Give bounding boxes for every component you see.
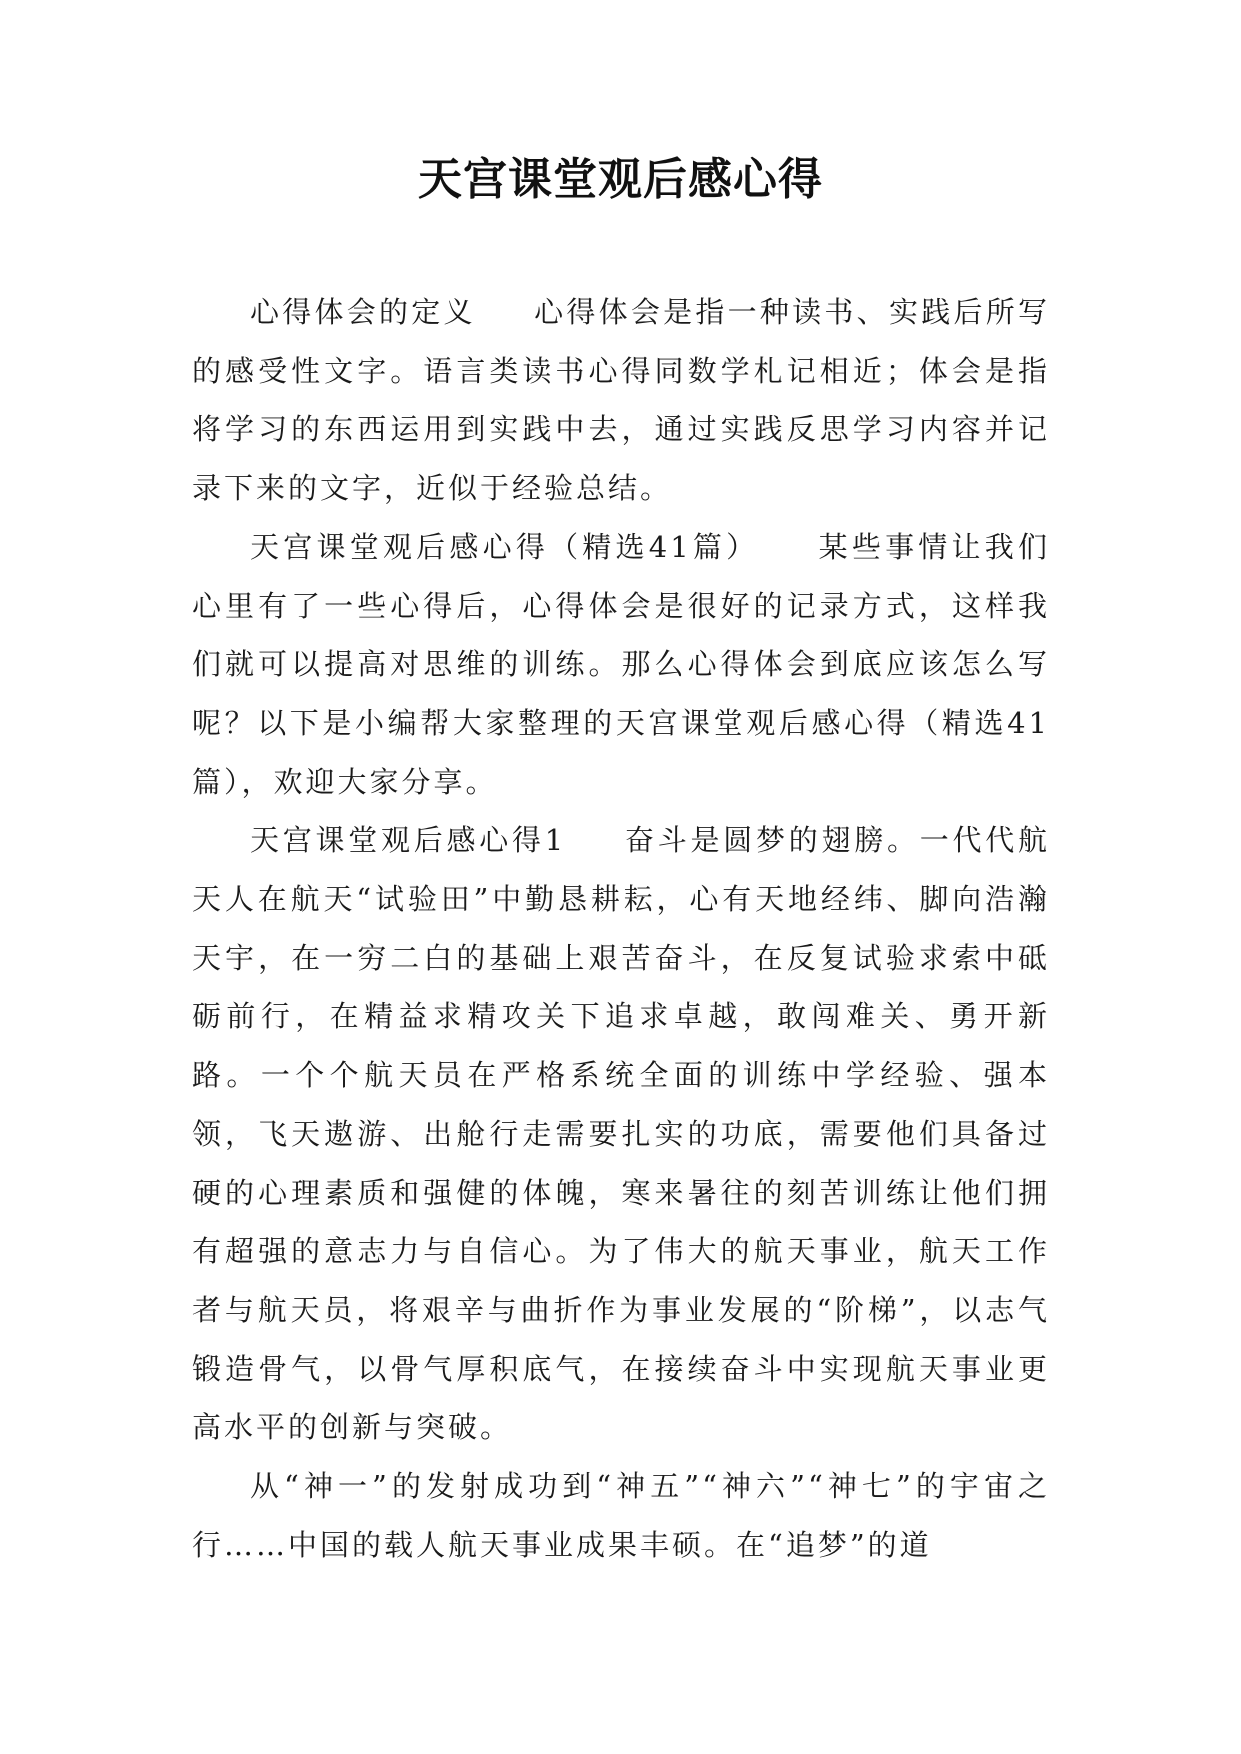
- paragraph-essay-1-continued: [192, 1457, 1050, 1574]
- paragraph-essay-1: [192, 811, 1050, 1457]
- paragraph-lead: 心得体会的定义: [250, 295, 476, 329]
- paragraph-lead: 天宫课堂观后感心得（精选41篇）: [250, 529, 760, 564]
- document-body: [192, 283, 1050, 1574]
- paragraph-definition: [192, 283, 1050, 518]
- paragraph-text: 奋斗是圆梦的翅膀。一代代航天人在航天“试验田”中勤恳耕耘，心有天地经纬、脚向浩瀚天宇，在一穷二白的基础上艰苦奋斗，在反复试验求索中砥砺前行，在精益求精攻关下追求卓越，敢闯难关、勇开新路。一个个航天员在严格系统全面的训练中学经验、强本领，飞天遨游、出舱行走需要扎实的功底，需要他们具备过硬的心理素质和强健的体魄，寒来暑往的刻苦训练让他们拥有超强的意志力与自信心。为了伟大的航天事业，航天工作者与航天员，将艰辛与曲折作为事业发展的“阶梯”，以志气锻造骨气，以骨气厚积底气，在接续奋斗中实现航天事业更高水平的创新与突破。: [192, 823, 1050, 1445]
- paragraph-lead: 天宫课堂观后感心得1: [250, 823, 567, 858]
- paragraph-intro: [192, 518, 1050, 812]
- paragraph-text: 心得体会是指一种读书、实践后所写的感受性文字。语言类读书心得同数学札记相近；体会是指将学习的东西运用到实践中去，通过实践反思学习内容并记录下来的文字，近似于经验总结。: [192, 295, 1050, 506]
- document-title: 天宫课堂观后感心得: [418, 154, 823, 205]
- paragraph-text: 某些事情让我们心里有了一些心得后，心得体会是很好的记录方式，这样我们就可以提高对思维的训练。那么心得体会到底应该怎么写呢？以下是小编帮大家整理的天宫课堂观后感心得（精选41篇），欢迎大家分享。: [192, 529, 1050, 799]
- paragraph-text: 从“神一”的发射成功到“神五”“神六”“神七”的宇宙之行……中国的载人航天事业成果丰硕。在“追梦”的道: [192, 1469, 1050, 1562]
